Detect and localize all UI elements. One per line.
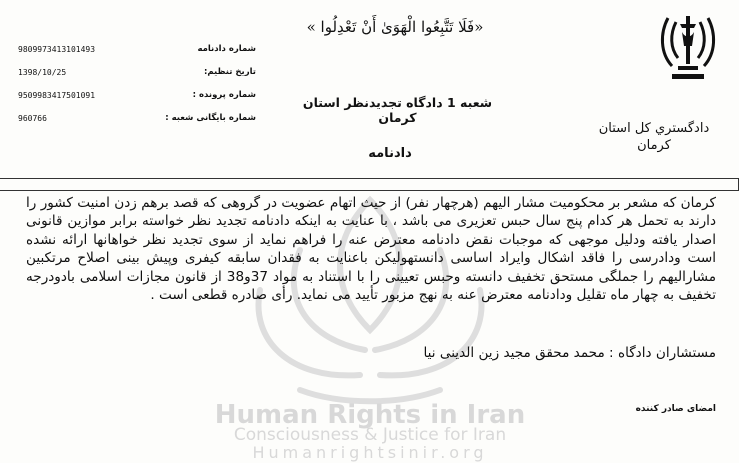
case-number-value: 9809973413101493 <box>18 45 96 54</box>
quran-verse: «فَلَا تَتَّبِعُوا الْهَوَىٰ أَنْ تَعْدِلُوا » <box>306 18 484 36</box>
organization-line-2: کرمان <box>637 138 671 153</box>
watermark-subtitle: Consciousness & Justice for Iran <box>233 425 507 445</box>
header-divider-top <box>0 178 739 179</box>
file-number-value: 9509983417501091 <box>18 91 96 100</box>
issue-date-value: 1398/10/25 <box>18 68 67 77</box>
document-header <box>0 0 739 178</box>
issue-date-label: تاریخ تنظیم: <box>203 67 256 77</box>
file-number-label: شماره پرونده : <box>192 90 256 100</box>
watermark-title: Human Rights in Iran <box>214 400 526 430</box>
case-number-label: شماره دادنامه <box>197 44 256 54</box>
judiciary-emblem-icon <box>658 8 718 86</box>
court-counselors: مستشاران دادگاه : محمد محقق مجید زین الدینی نیا <box>423 345 716 361</box>
archive-number-value: 960766 <box>18 114 47 123</box>
signer-label: امضای صادر کننده <box>635 404 716 414</box>
document-title: دادنامه <box>368 146 412 161</box>
header-divider-bottom <box>0 190 739 191</box>
organization-line-1: دادگستري کل استان <box>598 121 710 136</box>
ruling-text <box>26 194 716 304</box>
ruling-paragraph: کرمان که مشعر بر محکومیت مشار الیهم (هرچهار نفر) از حیث اتهام عضویت در گروهی که قصد برهم زدن امنیت کشور را دارند به تحمل هر کدام پنج سال حبس تعزیری می باشد ، با عنایت به اینکه دادنامه تجدید نظر خواسته برابر موازین قانونی اصدار یافته ودلیل موجهی که موجبات نقض دادنامه معترض عنه را فراهم نماید از سوی تجدید نظر خواهانها ارائه نشده است ودادرسی را فاقد اشکال وایراد اساسی دانستهولیکن باعنایت به فقدان سابقه کیفری وپیش بینی اصلاح مرتکبین مشارالیهم را جملگی مستحق تخفیف دانسته وحبس تعیینی را با استناد به مواد 37و38 از قانون مجازات اسلامی بادودرجه تخفیف به چهار ماه تقلیل ودادنامه معترض عنه به نهج مزبور تأیید می نماید. رأی صادره قطعی است . <box>26 195 716 304</box>
organization-name <box>592 120 716 154</box>
archive-number-label: شماره بایگانی شعبه : <box>165 113 256 123</box>
court-branch-name: شعبه 1 دادگاه تجدیدنظر استان کرمان <box>302 95 493 125</box>
watermark-url: Humanrightsinir.org <box>252 443 488 462</box>
